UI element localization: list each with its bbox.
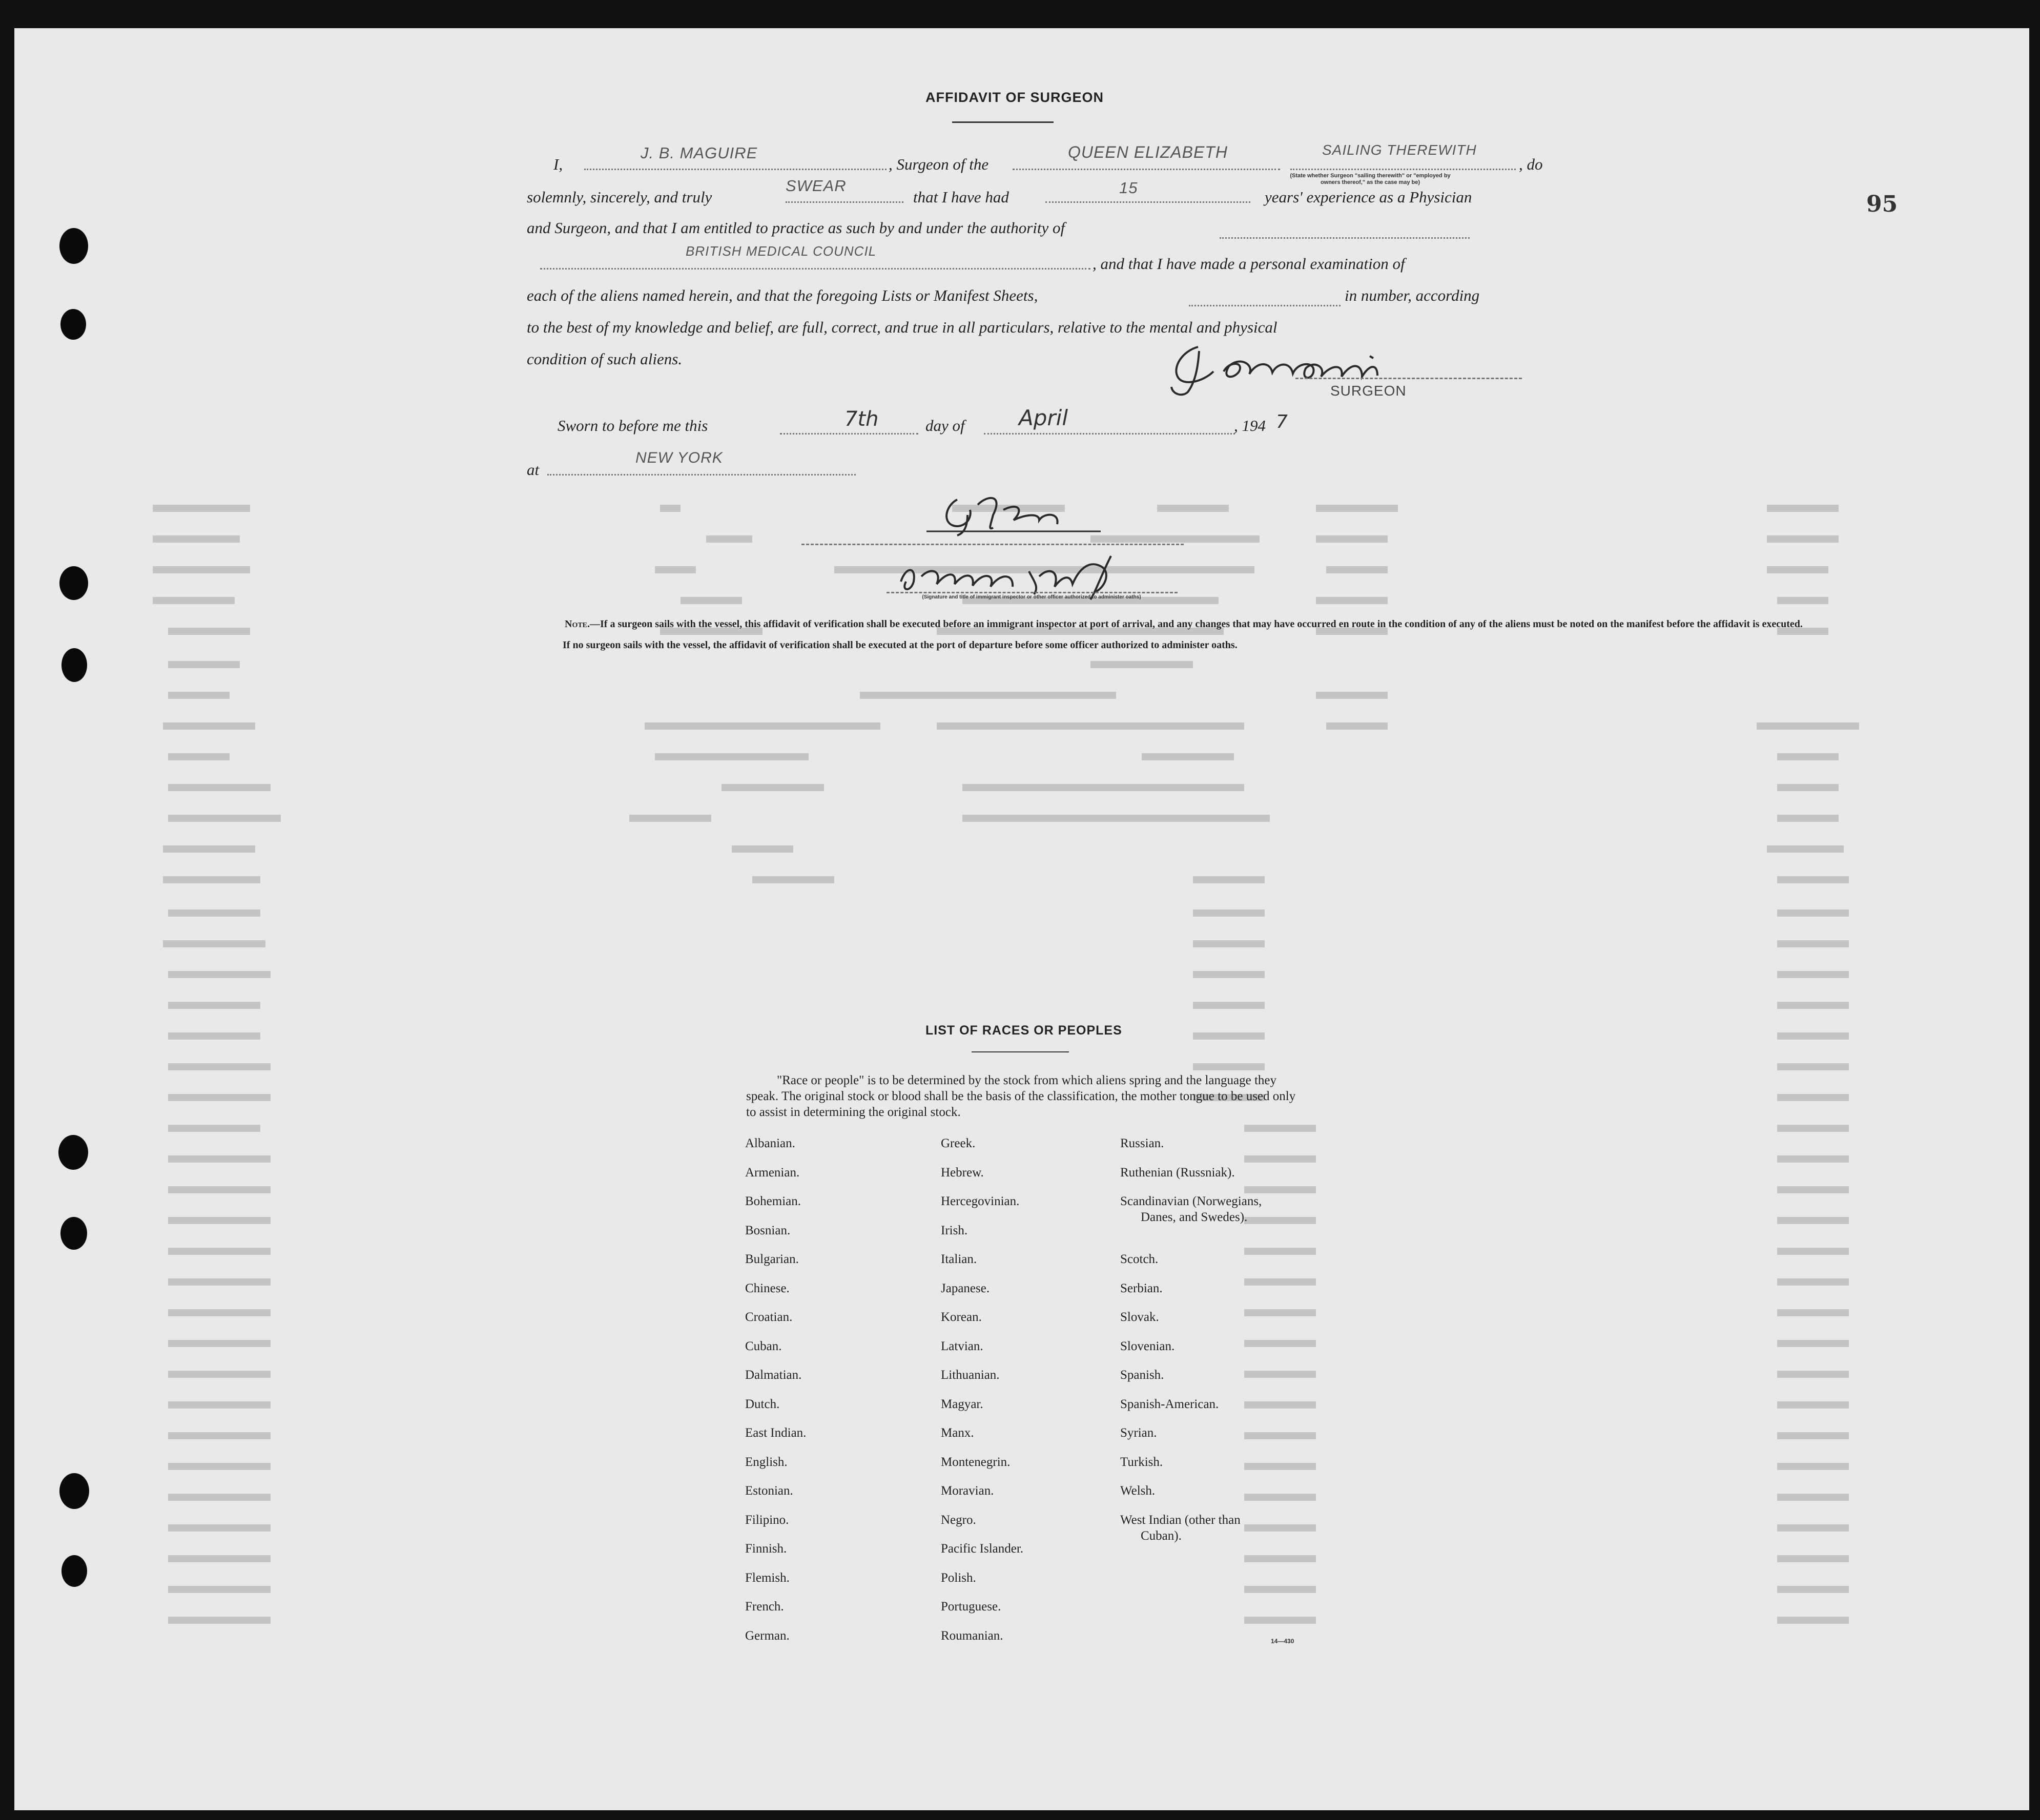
sailing-note-line: (State whether Surgeon "sailing therewith" or "employed by [1290, 173, 1451, 179]
officer-caption: (Signature and title of immigrant inspector or other officer authorized to administer oaths) [922, 594, 1141, 600]
race-item: Spanish-American. [1120, 1397, 1219, 1411]
race-item: Bulgarian. [745, 1252, 799, 1266]
affidavit-line-3 [527, 219, 2029, 239]
inspector-title-line [887, 592, 1178, 593]
ship-name: QUEEN ELIZABETH [1068, 143, 1228, 161]
line1-mid: , Surgeon of the [889, 155, 989, 173]
race-item: Dutch. [745, 1397, 780, 1411]
line3-text: and Surgeon, and that I am entitled to practice as such by and under the authority of [527, 219, 1065, 237]
race-item: Negro. [941, 1513, 976, 1527]
oath-dots [786, 201, 903, 203]
races-description: "Race or people" is to be determined by the stock from which aliens spring and the language they speak. The original stock or blood shall be the basis of the classification, the mother tongue to be used only to assist in determining the original stock. [746, 1073, 1296, 1119]
race-item: Turkish. [1120, 1455, 1163, 1469]
race-item: Manx. [941, 1426, 974, 1440]
race-item: Flemish. [745, 1570, 790, 1585]
race-item: Bohemian. [745, 1194, 801, 1208]
race-item: Albanian. [745, 1136, 795, 1150]
authority-dots [540, 268, 1090, 270]
race-item: Dalmatian. [745, 1368, 802, 1382]
race-item: Scotch. [1120, 1252, 1159, 1266]
races-title-rule [972, 1051, 1069, 1052]
race-item: Russian. [1120, 1136, 1164, 1150]
note-text: —If a surgeon sails with the vessel, this affidavit of verification shall be executed before an immigrant inspector at port of arrival, and any changes that may have occurred en route in the condition of any of the aliens must be noted on the manifest before the affidavit is executed. [590, 618, 1803, 630]
race-item: Moravian. [941, 1484, 994, 1498]
race-item: Bosnian. [745, 1223, 791, 1237]
race-item: Japanese. [941, 1281, 990, 1295]
line2-mid: that I have had [913, 188, 1009, 206]
sworn-day-dots [780, 433, 918, 435]
line2-prefix: solemnly, sincerely, and truly [527, 188, 712, 206]
race-item: German. [745, 1628, 790, 1643]
sworn-line [558, 405, 1326, 441]
race-item: Montenegrin. [941, 1455, 1011, 1469]
line4-suffix: , and that I have made a personal examination of [1093, 255, 1405, 273]
race-item: Lithuanian. [941, 1368, 1000, 1382]
race-item: Armenian. [745, 1165, 800, 1180]
race-item: Cuban. [745, 1339, 782, 1353]
note-lead: Note. [565, 618, 590, 630]
race-item: Spanish. [1120, 1368, 1164, 1382]
race-item: Estonian. [745, 1484, 793, 1498]
surgeon-signature [1167, 336, 1454, 402]
oath-word: SWEAR [786, 177, 847, 195]
race-item: Korean. [941, 1310, 982, 1324]
line5-prefix: each of the aliens named herein, and that the foregoing Lists or Manifest Sheets, [527, 286, 1038, 304]
affidavit-line-5 [527, 286, 2029, 307]
sworn-mid: day of [925, 417, 965, 435]
sworn-day: 7th [844, 407, 879, 431]
race-item: East Indian. [745, 1426, 807, 1440]
surgeon-label: SURGEON [1330, 383, 1407, 399]
race-item: Portuguese. [941, 1600, 1001, 1614]
affidavit-line-7: condition of such aliens. [527, 350, 683, 368]
races-title: LIST OF RACES OR PEOPLES [925, 1023, 1122, 1038]
affidavit-note-2: If no surgeon sails with the vessel, the affidavit of verification shall be executed at the port of departure before some officer authorized to administer oaths. [563, 639, 1238, 651]
form-code: 14—430 [1271, 1638, 1294, 1645]
race-item: Slovenian. [1120, 1339, 1175, 1353]
race-item: English. [745, 1455, 788, 1469]
affidavit-line-2 [527, 177, 2029, 208]
surgeon-name-dots [584, 169, 887, 170]
place-line [527, 449, 885, 480]
affidavit-line-6: to the best of my knowledge and belief, are full, correct, and true in all particulars, relative to the mental and physical [527, 318, 1277, 336]
race-item: Scandinavian (Norwegians, [1120, 1194, 1262, 1208]
race-item: Slovak. [1120, 1310, 1159, 1324]
years-value: 15 [1119, 179, 1138, 197]
inspector-signature [916, 484, 1142, 546]
race-item: Chinese. [745, 1281, 790, 1295]
race-item: Syrian. [1120, 1426, 1157, 1440]
race-item: Welsh. [1120, 1484, 1156, 1498]
authority-value: BRITISH MEDICAL COUNCIL [686, 243, 877, 259]
sailing-note-line: owners thereof," as the case may be) [1320, 179, 1420, 185]
race-item: Greek. [941, 1136, 976, 1150]
races-column-2 [941, 1136, 1115, 1710]
race-item: Hercegovinian. [941, 1194, 1020, 1208]
race-item: Cuban). [1141, 1528, 1182, 1543]
surgeon-name: J. B. MAGUIRE [641, 144, 758, 162]
race-item: Danes, and Swedes). [1141, 1210, 1248, 1225]
affidavit-line-1 [553, 142, 2029, 173]
race-item: Ruthenian (Russniak). [1120, 1165, 1235, 1180]
sheets-dots [1189, 305, 1341, 306]
sworn-prefix: Sworn to before me this [558, 417, 708, 435]
sworn-month: April [1019, 405, 1068, 430]
title-rule [952, 121, 1054, 123]
race-item: Serbian. [1120, 1281, 1163, 1295]
line2-suffix: years' experience as a Physician [1265, 188, 1472, 206]
sworn-year-prefix: , 194 [1234, 417, 1266, 435]
affidavit-line-4 [527, 243, 2029, 274]
race-item: Finnish. [745, 1542, 787, 1556]
affidavit-title: AFFIDAVIT OF SURGEON [925, 90, 1104, 105]
race-item: Filipino. [745, 1513, 789, 1527]
sailing-status-dots [1290, 169, 1516, 170]
ship-name-dots [1013, 169, 1280, 170]
page-number: 95 [1866, 191, 1898, 217]
race-item: Pacific Islander. [941, 1542, 1024, 1556]
place-prefix: at [527, 461, 540, 479]
line3-dots [1220, 237, 1470, 239]
surgeon-signature-line [1295, 378, 1522, 379]
races-column-3 [1120, 1136, 1346, 1710]
race-item: Polish. [941, 1570, 976, 1585]
inspector-signature-line [801, 544, 1184, 545]
race-item: Magyar. [941, 1397, 983, 1411]
race-item: Irish. [941, 1223, 968, 1237]
place-value: NEW YORK [635, 449, 723, 466]
race-item: West Indian (other than [1120, 1513, 1241, 1527]
race-item: French. [745, 1600, 784, 1614]
line1-prefix: I, [553, 155, 563, 173]
years-dots [1045, 201, 1250, 203]
race-item: Hebrew. [941, 1165, 984, 1180]
line1-suffix: , do [1519, 155, 1543, 173]
line5-suffix: in number, according [1345, 286, 1480, 304]
race-item: Roumanian. [941, 1628, 1003, 1643]
race-item: Latvian. [941, 1339, 983, 1353]
place-dots [547, 474, 856, 475]
race-item: Croatian. [745, 1310, 793, 1324]
affidavit-note-1 [524, 618, 2029, 630]
sworn-year-digit: 7 [1276, 411, 1288, 432]
sailing-status: SAILING THEREWITH [1322, 142, 1477, 158]
race-item: Italian. [941, 1252, 977, 1266]
manifest-sheet [14, 28, 2029, 1810]
sworn-month-dots [984, 433, 1235, 435]
races-column-1 [745, 1136, 919, 1710]
